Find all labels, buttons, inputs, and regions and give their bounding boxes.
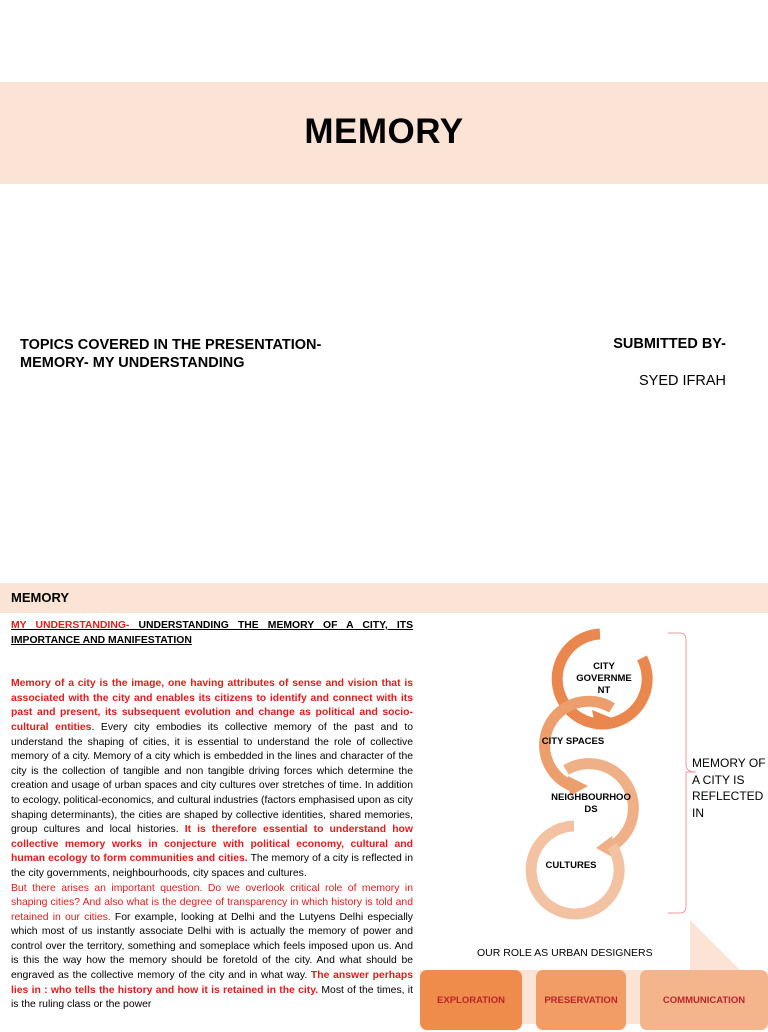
ring-label-3: NEIGHBOURHOO DS bbox=[551, 792, 631, 815]
body-text bbox=[11, 619, 413, 1013]
section-heading: MY UNDERSTANDING- UNDERSTANDING THE MEMORY OF A CITY, ITS IMPORTANCE AND MANIFESTATION bbox=[11, 620, 413, 646]
submitted-by-label: SUBMITTED BY- bbox=[613, 336, 726, 352]
role-exploration: EXPLORATION bbox=[420, 970, 522, 1030]
ring-label-1: CITY GOVERNME NT bbox=[576, 661, 632, 696]
role-label: OUR ROLE AS URBAN DESIGNERS bbox=[477, 947, 653, 959]
topics-item: MEMORY- MY UNDERSTANDING bbox=[20, 355, 245, 371]
slide2-header-band bbox=[0, 583, 768, 613]
role-preservation: PRESERVATION bbox=[536, 970, 626, 1030]
slide2-title: MEMORY bbox=[11, 590, 70, 605]
reflected-text: MEMORY OF A CITY IS REFLECTED IN bbox=[692, 756, 766, 820]
topics-block bbox=[20, 336, 321, 372]
ring-label-4: CULTURES bbox=[545, 860, 597, 871]
role-communication: COMMUNICATION bbox=[640, 970, 768, 1030]
topics-heading: TOPICS COVERED IN THE PRESENTATION- bbox=[20, 337, 322, 353]
slide-title: MEMORY bbox=[304, 112, 464, 151]
paragraph-2: But there arises an important question. Do we overlook critical role of memory in shaping cities? And also what is the degree of transparency in which history is told and retained in our cities. For example, looking at Delhi and the Lutyens Delhi especially which most of us instantly associate Delhi with is actually the memory of power and control over the territory, something and someplace which feels imposed upon us. And is this the way how the memory should be foretold of the city. And what should be engraved as the collective memory of the city and in what way. The answer perhaps lies in : who tells the history and how it is retained in the city. Most of the times, it is the ruling class or the power bbox=[11, 882, 414, 1011]
author-name: SYED IFRAH bbox=[638, 373, 726, 389]
ring-label-2: CITY SPACES bbox=[541, 736, 605, 747]
paragraph-1: Memory of a city is the image, one having attributes of sense and vision that is associated with the city and enables its citizens to identify and connect with its past and present, its subsequent evolution and change as political and socio-cultural entities. Every city embodies its collective memory of the past and to understand the shaping of cities, it is essential to understand the role of collective memory of a city. Memory of a city which is embedded in the lines and character of the city is the collection of tangible and non tangible driving forces which determine the creation and usage of urban spaces and city cultures over stretches of time. In addition to ecology, political-economics, and cultural industries (factors emphasised upon as city shaping determinants), the cities are shaped by collective identities, shared memories, group cultures and local histories. It is therefore essential to understand how collective memory works in conjecture with political economy, cultural and human ecology to form communities and cities. The memory of a city is reflected in the city governments, neighbourhoods, city spaces and cultures. bbox=[11, 678, 414, 879]
